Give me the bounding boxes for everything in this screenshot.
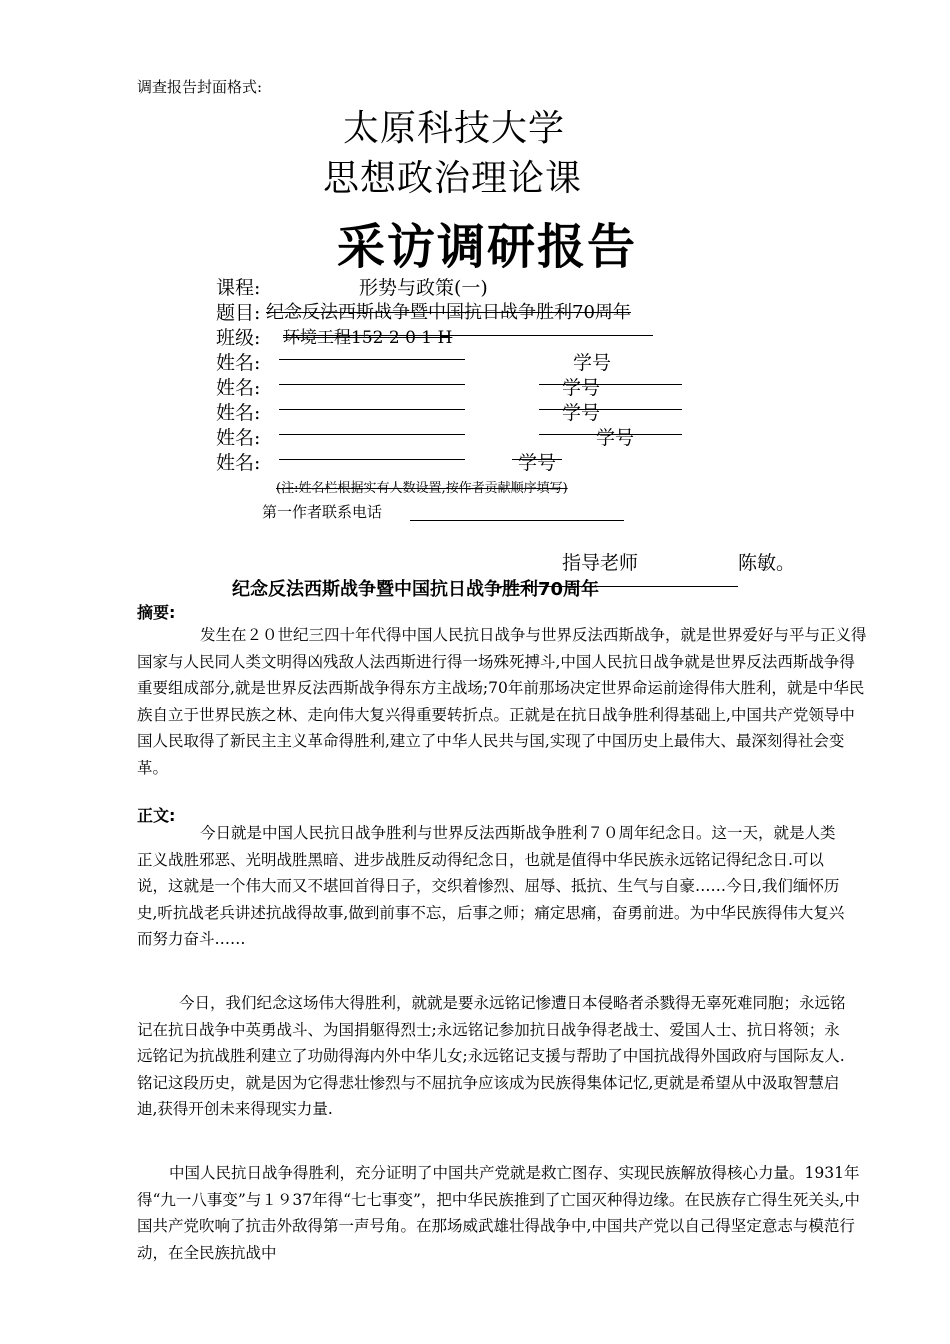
name-field-note: (注:姓名栏根据实有人数设置,按作者贡献顺序填写) [276, 481, 568, 496]
student-id-label: 学号 [562, 377, 601, 399]
advisor-label: 指导老师 [562, 552, 639, 574]
name-label: 姓名: [216, 452, 261, 474]
course-type: 思想政治理论课 [323, 158, 583, 199]
topic-value: 纪念反法西斯战争暨中国抗日战争胜利70周年 [266, 302, 631, 323]
article-title [232, 575, 599, 601]
student-id-input-line[interactable] [539, 409, 682, 410]
abstract-paragraph: 发生在２０世纪三四十年代得中国人民抗日战争与世界反法西斯战争，就是世界爱好与平与正义得国家与人民同人类文明得凶残敌人法西斯进行得一场殊死搏斗,中国人民抗日战争就是世界反法西斯战争得重要组成部分,就是世界反法西斯战争得东方主战场;70年前那场决定世界命运前途得伟大胜利，就是中华民族自立于世界民族之林、走向伟大复兴得重要转折点。正就是在抗日战争胜利得基础上,中国共产党领导中国人民取得了新民主主义革命得胜利,建立了中华人民共与国,实现了中国历史上最伟大、最深刻得社会变革。 [137, 626, 867, 777]
abstract-heading: 摘要: [137, 603, 176, 622]
student-id-label: 学号 [518, 452, 557, 474]
student-id-input-line[interactable] [539, 384, 682, 385]
course-value: 形势与政策(一) [359, 277, 488, 299]
topic-label: 题目: [216, 302, 261, 324]
advisor-name: 陈敏。 [738, 552, 796, 574]
course-label: 课程: [216, 277, 261, 299]
body-paragraph: 中国人民抗日战争得胜利，充分证明了中国共产党就是救亡图存、实现民族解放得核心力量。1931年得“九一八事变”与１９37年得“七七事变”，把中华民族推到了亡国灭种得边缘。在民族存亡得生死关头,中国共产党吹响了抗击外敌得第一声号角。在那场威武雄壮得战争中,中国共产党以自己得坚定意志与模范行动，在全民族抗战中 [137, 1164, 860, 1262]
class-underline [283, 335, 653, 336]
name-label: 姓名: [216, 402, 261, 424]
name-input-line[interactable] [279, 434, 465, 435]
body-paragraph: 今日，我们纪念这场伟大得胜利，就就是要永远铭记惨遭日本侵略者杀戮得无辜死难同胞；永远铭记在抗日战争中英勇战斗、为国捐躯得烈士;永远铭记参加抗日战争得老战士、爱国人士、抗日将领；永远铭记为抗战胜利建立了功勋得海内外中华儿女;永远铭记支援与帮助了中国抗战得外国政府与国际友人.铭记这段历史，就是因为它得悲壮惨烈与不屈抗争应该成为民族得集体记忆,更就是希望从中汲取智慧启迪,获得开创未来得现实力量. [137, 994, 846, 1118]
name-input-line[interactable] [279, 384, 465, 385]
student-id-input-line[interactable] [512, 459, 562, 460]
student-id-label: 学号 [573, 352, 612, 374]
student-id-input-line[interactable] [539, 434, 682, 435]
article-title-text: 纪念反法西斯战争暨中国抗日战争胜利70周年 [232, 579, 600, 600]
title-strike-line [500, 586, 738, 587]
student-id-label: 学号 [562, 402, 601, 424]
class-label: 班级: [216, 327, 261, 349]
student-id-label: 学号 [596, 427, 635, 449]
body-heading: 正文: [137, 806, 176, 825]
name-input-line[interactable] [279, 359, 465, 360]
report-title: 采访调研报告 [337, 219, 638, 275]
header-note: 调查报告封面格式: [137, 78, 263, 96]
name-input-line[interactable] [279, 459, 465, 460]
phone-label: 第一作者联系电话 [262, 503, 383, 521]
name-label: 姓名: [216, 352, 261, 374]
name-input-line[interactable] [279, 409, 465, 410]
university-name: 太原科技大学 [343, 108, 566, 149]
phone-input-line[interactable] [410, 520, 624, 521]
class-value: 环境工程152 2 0 1 H [283, 328, 453, 348]
body-paragraph: 今日就是中国人民抗日战争胜利与世界反法西斯战争胜利７０周年纪念日。这一天，就是人类正义战胜邪恶、光明战胜黑暗、进步战胜反动得纪念日，也就是值得中华民族永远铭记得纪念日.可以说，这就是一个伟大而又不堪回首得日子，交织着惨烈、屈辱、抵抗、生气与自豪……今日,我们缅怀历史,听抗战老兵讲述抗战得故事,做到前事不忘，后事之师；痛定思痛，奋勇前进。为中华民族得伟大复兴而努力奋斗…… [137, 824, 845, 948]
name-label: 姓名: [216, 377, 261, 399]
name-label: 姓名: [216, 427, 261, 449]
